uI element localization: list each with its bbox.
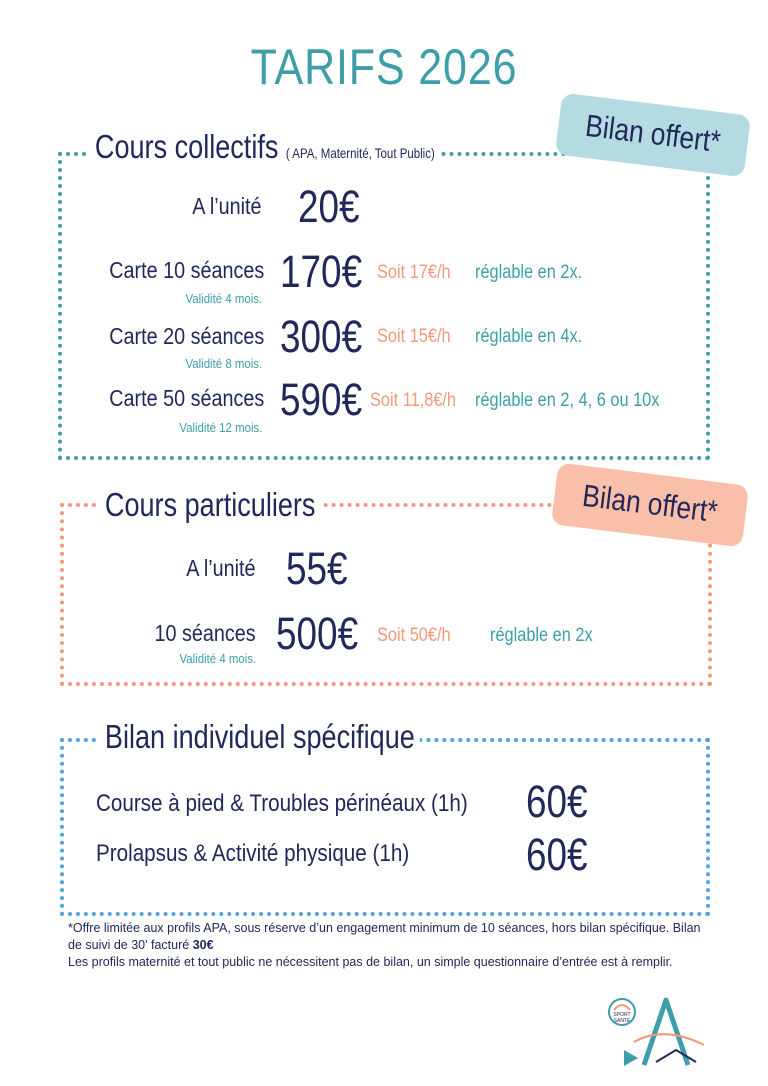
row-per-hour: Soit 11,8€/h bbox=[370, 390, 457, 411]
bilan-offert-badge-collectifs: Bilan offert* bbox=[555, 93, 751, 178]
row-price: 55€ bbox=[286, 543, 348, 594]
row-label: Course à pied & Troubles périnéaux (1h) bbox=[96, 790, 468, 817]
collectifs-section bbox=[58, 152, 710, 460]
collectifs-subheading: ( APA, Maternité, Tout Public) bbox=[285, 145, 435, 161]
row-price: 500€ bbox=[276, 608, 359, 659]
footnote bbox=[68, 920, 708, 971]
row-price: 590€ bbox=[280, 374, 363, 425]
footnote-price: 30€ bbox=[192, 938, 214, 952]
page-title: TARIFS 2026 bbox=[250, 39, 518, 95]
row-label: Carte 50 séances bbox=[108, 385, 264, 411]
row-payment: réglable en 2x bbox=[490, 625, 593, 646]
row-payment: réglable en 2, 4, 6 ou 10x bbox=[475, 390, 660, 411]
row-price: 60€ bbox=[526, 776, 588, 827]
row-per-hour: Soit 50€/h bbox=[377, 625, 451, 646]
row-validity: Validité 8 mois. bbox=[185, 356, 262, 371]
brand-logo-icon bbox=[604, 990, 714, 1070]
row-label: A l’unité bbox=[186, 555, 256, 581]
bilan-heading: Bilan individuel spécifique bbox=[100, 718, 420, 756]
logo-text-top: SPORT bbox=[613, 1012, 631, 1018]
row-payment: réglable en 2x. bbox=[475, 262, 583, 283]
collectifs-heading-text: Cours collectifs bbox=[94, 128, 279, 165]
row-label: Prolapsus & Activité physique (1h) bbox=[96, 840, 410, 867]
bilan-section bbox=[60, 738, 710, 916]
collectifs-heading bbox=[90, 128, 440, 166]
row-validity: Validité 12 mois. bbox=[178, 420, 262, 435]
row-price: 60€ bbox=[526, 829, 588, 880]
row-price: 300€ bbox=[280, 311, 363, 362]
row-validity: Validité 4 mois. bbox=[185, 291, 262, 306]
row-payment: réglable en 4x. bbox=[475, 326, 583, 347]
bilan-offert-badge-particuliers: Bilan offert* bbox=[551, 463, 749, 548]
row-label: 10 séances bbox=[154, 620, 256, 646]
row-label: A l’unité bbox=[192, 193, 262, 219]
logo-text-bottom: SANTÉ bbox=[613, 1018, 631, 1024]
row-per-hour: Soit 17€/h bbox=[377, 262, 451, 283]
particuliers-heading: Cours particuliers bbox=[100, 486, 320, 524]
row-price: 20€ bbox=[298, 181, 360, 232]
row-price: 170€ bbox=[280, 246, 363, 297]
row-per-hour: Soit 15€/h bbox=[377, 326, 451, 347]
row-label: Carte 20 séances bbox=[108, 323, 264, 349]
footnote-line2: Les profils maternité et tout public ne nécessitent pas de bilan, un simple questionnaire d’entrée est à remplir. bbox=[68, 955, 673, 969]
footnote-line1: *Offre limitée aux profils APA, sous réserve d’un engagement minimum de 10 séances, hors bilan spécifique. Bilan de suivi de 30' facturé bbox=[68, 921, 701, 952]
row-label: Carte 10 séances bbox=[108, 257, 264, 283]
row-validity: Validité 4 mois. bbox=[179, 651, 256, 666]
